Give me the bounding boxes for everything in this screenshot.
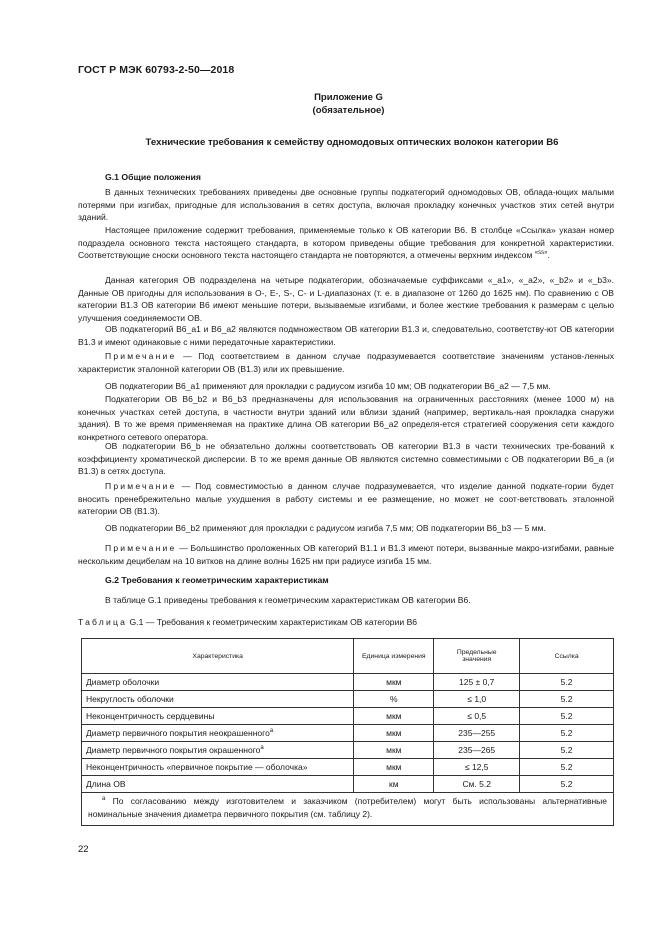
cell-characteristic-text: Диаметр первичного покрытия неокрашенного bbox=[86, 728, 270, 738]
cell-value-text: См. 5.2 bbox=[462, 779, 491, 789]
table-header-cell: Единица измерения bbox=[354, 639, 434, 674]
cell-reference bbox=[520, 691, 614, 708]
cell-reference bbox=[520, 708, 614, 725]
paragraph-4: ОВ подкатегорий В6_a1 и В6_a2 являются подмножеством ОВ категории В1.3 и, следовательно, соответству-ют ОВ категории В1.3 и имеют одинаковые с ними передаточные характеристики. bbox=[78, 324, 614, 347]
cell-value-text: 235—255 bbox=[458, 728, 496, 738]
cell-characteristic-text: Диаметр оболочки bbox=[86, 677, 160, 687]
table-header-cell: Характеристика bbox=[82, 639, 354, 674]
cell-characteristic bbox=[82, 759, 354, 776]
cell-value-text: ≤ 12,5 bbox=[464, 762, 489, 772]
cell-unit-text: мкм bbox=[386, 762, 402, 772]
cell-unit bbox=[354, 691, 434, 708]
cell-unit-text: мкм bbox=[386, 677, 402, 687]
table-row bbox=[82, 776, 614, 793]
section-heading-g2: G.2 Требования к геометрическим характеристикам bbox=[105, 575, 329, 585]
table-row bbox=[82, 674, 614, 691]
cell-reference-text: 5.2 bbox=[560, 728, 573, 738]
table-caption bbox=[78, 617, 417, 627]
cell-value bbox=[434, 742, 520, 759]
cell-reference-text: 5.2 bbox=[560, 762, 573, 772]
cell-value bbox=[434, 776, 520, 793]
footnote-mark: a bbox=[102, 796, 106, 802]
cell-unit bbox=[354, 708, 434, 725]
cell-characteristic-text: Неконцентричность «первичное покрытие — оболочка» bbox=[86, 762, 308, 772]
footnote-text: По согласованию между изготовителем и заказчиком (потребителем) могут быть использованы альтернативные номинальные значения диаметра первичного покрытия (см. таблицу 2). bbox=[88, 796, 607, 819]
cell-value-text: 235—265 bbox=[458, 745, 496, 755]
section-heading-g1: G.1 Общие положения bbox=[105, 172, 201, 182]
cell-unit-text: км bbox=[389, 779, 399, 789]
appendix-heading: Технические требования к семейству одномодовых оптических волокон категории В6 bbox=[145, 137, 559, 148]
cell-unit-text: мкм bbox=[386, 728, 402, 738]
cell-unit bbox=[354, 759, 434, 776]
table-footnote bbox=[82, 793, 614, 826]
appendix-subtitle: (обязательное) bbox=[312, 105, 385, 116]
cell-unit bbox=[354, 742, 434, 759]
cell-characteristic-text: Диаметр первичного покрытия окрашенного bbox=[86, 745, 261, 755]
cell-value-text: ≤ 0,5 bbox=[467, 711, 487, 721]
cell-characteristic-text: Неконцентричность сердцевины bbox=[86, 711, 215, 721]
table-header-cell: Ссылка bbox=[520, 639, 614, 674]
cell-reference bbox=[520, 742, 614, 759]
footnote-reference: a bbox=[260, 745, 264, 751]
cell-characteristic-text: Некруглость оболочки bbox=[86, 694, 174, 704]
cell-value-text: 125 ± 0,7 bbox=[459, 677, 495, 687]
cell-unit bbox=[354, 776, 434, 793]
note-1 bbox=[78, 350, 614, 375]
note-2-text: — Под совместимостью в данном случае подразумевается, что изделие данной подкате-гории будет вносить пренебрежительно малые ухудшения в работу системы и ее размещение, но может не соот-ветствовать эталонной категории ОВ (В1.3). bbox=[78, 481, 614, 516]
note-label: Примечание bbox=[105, 543, 177, 553]
paragraph-3: Данная категория ОВ подразделена на четыре подкатегории, обозначаемые суффиксами «_a1», «_a2», «_b2» и «_b3». Данные ОВ пригодны для использования в О-, Е-, S-, С- и L-диапазонах (т. е. в диапазоне от 1260 до 1625 нм). По сравнению с ОВ категории В1.3 ОВ категории В6 имеют меньшие потери, вызываемые изгибами, и более жесткие требования к размерам с целью улучшения соединяемости ОВ. bbox=[78, 275, 614, 323]
cell-characteristic bbox=[82, 691, 354, 708]
cell-characteristic bbox=[82, 674, 354, 691]
cell-reference bbox=[520, 674, 614, 691]
paragraph-2-end: . bbox=[547, 250, 550, 260]
cell-reference bbox=[520, 759, 614, 776]
cell-characteristic bbox=[82, 708, 354, 725]
page-number: 22 bbox=[78, 844, 89, 855]
table-caption-text: G.1 — Требования к геометрическим характеристикам ОВ категории В6 bbox=[127, 617, 418, 627]
cell-unit-text: % bbox=[390, 694, 398, 704]
cell-characteristic bbox=[82, 725, 354, 742]
note-label: Примечание bbox=[105, 481, 177, 491]
note-2 bbox=[78, 480, 614, 518]
paragraph-5: ОВ подкатегории В6_a1 применяют для прокладки с радиусом изгиба 10 мм; ОВ подкатегории В6_a2 — 7,5 мм. bbox=[105, 381, 551, 391]
cell-unit-text: мкм bbox=[386, 745, 402, 755]
superscript-ss: «ss» bbox=[534, 250, 548, 256]
paragraph-8: ОВ подкатегории В6_b2 применяют для прокладки с радиусом изгиба 7,5 мм; ОВ подкатегории В6_b3 — 5 мм. bbox=[105, 523, 546, 533]
table-row bbox=[82, 691, 614, 708]
cell-value bbox=[434, 691, 520, 708]
cell-reference-text: 5.2 bbox=[560, 677, 573, 687]
cell-value bbox=[434, 674, 520, 691]
cell-unit-text: мкм bbox=[386, 711, 402, 721]
note-1-text: — Под соответствием в данном случае подразумевается соответствие значениям установ-ленных характеристик эталонной категории ОВ (В1.3) или их превышение. bbox=[78, 351, 614, 374]
cell-reference-text: 5.2 bbox=[560, 779, 573, 789]
table-header-row bbox=[82, 639, 614, 674]
table-body bbox=[82, 674, 614, 793]
cell-characteristic-text: Длина ОВ bbox=[86, 779, 126, 789]
cell-reference-text: 5.2 bbox=[560, 711, 573, 721]
document-header: ГОСТ Р МЭК 60793-2-50—2018 bbox=[78, 64, 235, 76]
cell-reference-text: 5.2 bbox=[560, 745, 573, 755]
table-footnote-row bbox=[82, 793, 614, 826]
paragraph-1: В данных технических требованиях приведены две основные группы подкатегорий одномодовых ОВ, облада-ющих малыми потерями при изгибах, пригодные для использования в сетях доступа, включая прокладку конечных участков этих сетей внутри зданий. bbox=[78, 187, 614, 222]
cell-value-text: ≤ 1,0 bbox=[467, 694, 487, 704]
paragraph-2-text: Настоящее приложение содержит требования, применяемые только к ОВ категории В6. В столбце «Ссылка» указан номер подраздела основного текста настоящего стандарта, в котором приведены общие требования для конкретной характеристики. Соответствующие сноски основного текста настоящего стандарта не повторяются, а отмечены верхним индексом bbox=[78, 225, 614, 260]
cell-reference bbox=[520, 725, 614, 742]
cell-reference-text: 5.2 bbox=[560, 694, 573, 704]
paragraph-9: В таблице G.1 приведены требования к геометрическим характеристикам ОВ категории В6. bbox=[105, 595, 471, 605]
table-header-cell: Предельные значения bbox=[434, 639, 520, 674]
cell-unit bbox=[354, 725, 434, 742]
note-3-text: — Большинство проложенных ОВ категорий В1.1 и В1.3 имеют потери, вызванные макро-изгибами, равные нескольким децибелам на 10 витков на длине волны 1625 нм при радиусе изгиба 15 мм. bbox=[78, 543, 614, 566]
table-caption-label: Таблица bbox=[78, 617, 128, 627]
paragraph-7: ОВ подкатегории В6_b не обязательно должны соответствовать ОВ категории В1.3 в части технических тре-бований к коэффициенту хроматической дисперсии. В то же время данные ОВ являются системно совместимыми с ОВ подкатегории В6_a (и В1.3) в сетях доступа. bbox=[78, 441, 614, 476]
cell-characteristic bbox=[82, 776, 354, 793]
table-row bbox=[82, 742, 614, 759]
footnote-reference: a bbox=[269, 728, 274, 734]
cell-value bbox=[434, 759, 520, 776]
note-3 bbox=[78, 542, 614, 567]
table-row bbox=[82, 759, 614, 776]
cell-characteristic bbox=[82, 742, 354, 759]
appendix-title: Приложение G bbox=[314, 92, 383, 103]
table-row bbox=[82, 725, 614, 742]
cell-reference bbox=[520, 776, 614, 793]
paragraph-6: Подкатегории ОВ В6_b2 и В6_b3 предназначены для использования на ограниченных расстояниях (менее 1000 м) на конечных участках сетей доступа, в частности внутри зданий или вблизи зданий (например, вертикаль-ная прокладка снаружи здания). В то же время применяемая на практике длина ОВ категории В6_a2 определя-ется стратегией сооружения сети каждого конкретного сетевого оператора. bbox=[78, 394, 614, 442]
table-row bbox=[82, 708, 614, 725]
geometry-table bbox=[81, 638, 614, 826]
paragraph-2 bbox=[78, 224, 614, 262]
note-label: Примечание bbox=[105, 351, 177, 361]
cell-unit bbox=[354, 674, 434, 691]
cell-value bbox=[434, 708, 520, 725]
cell-value bbox=[434, 725, 520, 742]
